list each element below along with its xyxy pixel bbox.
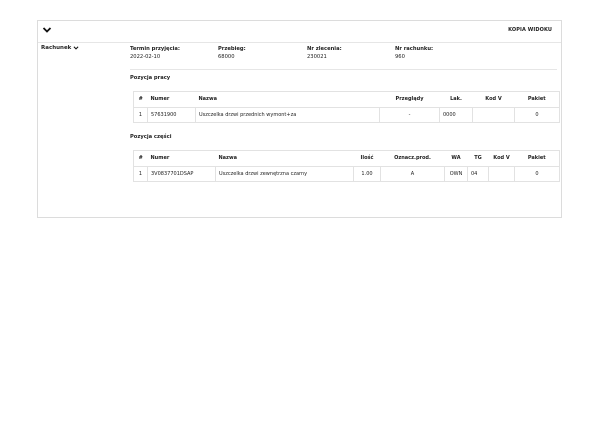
column-header: Nazwa [196, 92, 380, 108]
meta-label: Nr zlecenia: [307, 46, 342, 52]
meta-field-order-number [307, 46, 342, 60]
table-cell: 1.00 [354, 166, 381, 182]
column-header: Oznacz.prod. [381, 151, 445, 167]
chevron-down-icon [73, 45, 79, 51]
meta-value: 2022-02-10 [130, 54, 161, 60]
table-header-row [134, 92, 560, 108]
meta-field-invoice-number [395, 46, 433, 60]
table-cell [473, 107, 515, 123]
work-table [133, 91, 560, 123]
column-header: # [134, 151, 148, 167]
table-cell: Uszczelka drzwi przednich wymont+za [196, 107, 380, 123]
meta-label: Termin przyjęcia: [130, 46, 181, 52]
meta-value: 960 [395, 54, 405, 60]
column-header: WA [445, 151, 468, 167]
column-header: Numer [148, 151, 216, 167]
table-cell: 3V0837701DSAP [148, 166, 216, 182]
invoice-panel [37, 20, 562, 218]
invoice-label: Rachunek [41, 45, 72, 51]
column-header: Przeglądy [380, 92, 440, 108]
table-cell: - [380, 107, 440, 123]
column-header: Nazwa [216, 151, 354, 167]
column-header: # [134, 92, 148, 108]
column-header: TG [468, 151, 489, 167]
table-cell: 0000 [440, 107, 473, 123]
meta-label: Przebieg: [218, 46, 246, 52]
table-cell [489, 166, 515, 182]
table-cell: 0 [515, 166, 560, 182]
table-cell: A [381, 166, 445, 182]
table-cell: Uszczelka drzwi zewnętrzna czarny [216, 166, 354, 182]
divider [130, 69, 557, 70]
table-row[interactable] [134, 166, 560, 182]
table-cell: 1 [134, 166, 148, 182]
parts-table [133, 150, 560, 182]
column-header: Ilość [354, 151, 381, 167]
work-section-title: Pozycja pracy [130, 75, 171, 81]
meta-field-mileage [218, 46, 246, 60]
column-header: Pakiet [515, 151, 560, 167]
table-cell: 04 [468, 166, 489, 182]
column-header: Pakiet [515, 92, 560, 108]
table-cell: 0 [515, 107, 560, 123]
meta-field-date [130, 46, 180, 60]
table-row[interactable] [134, 107, 560, 123]
column-header: Kod V [473, 92, 515, 108]
parts-section-title: Pozycja części [130, 134, 172, 140]
panel-header [38, 21, 561, 43]
column-header: Numer [148, 92, 196, 108]
table-cell: OWN [445, 166, 468, 182]
table-cell: 1 [134, 107, 148, 123]
table-header-row [134, 151, 560, 167]
meta-value: 68000 [218, 54, 235, 60]
column-header: Lak. [440, 92, 473, 108]
invoice-toggle[interactable] [41, 45, 79, 51]
chevron-down-icon[interactable] [42, 25, 52, 35]
table-cell: 57631900 [148, 107, 196, 123]
meta-value: 230021 [307, 54, 327, 60]
copy-view-button[interactable]: KOPIA WIDOKU [508, 27, 552, 33]
meta-label: Nr rachunku: [395, 46, 434, 52]
column-header: Kod V [489, 151, 515, 167]
